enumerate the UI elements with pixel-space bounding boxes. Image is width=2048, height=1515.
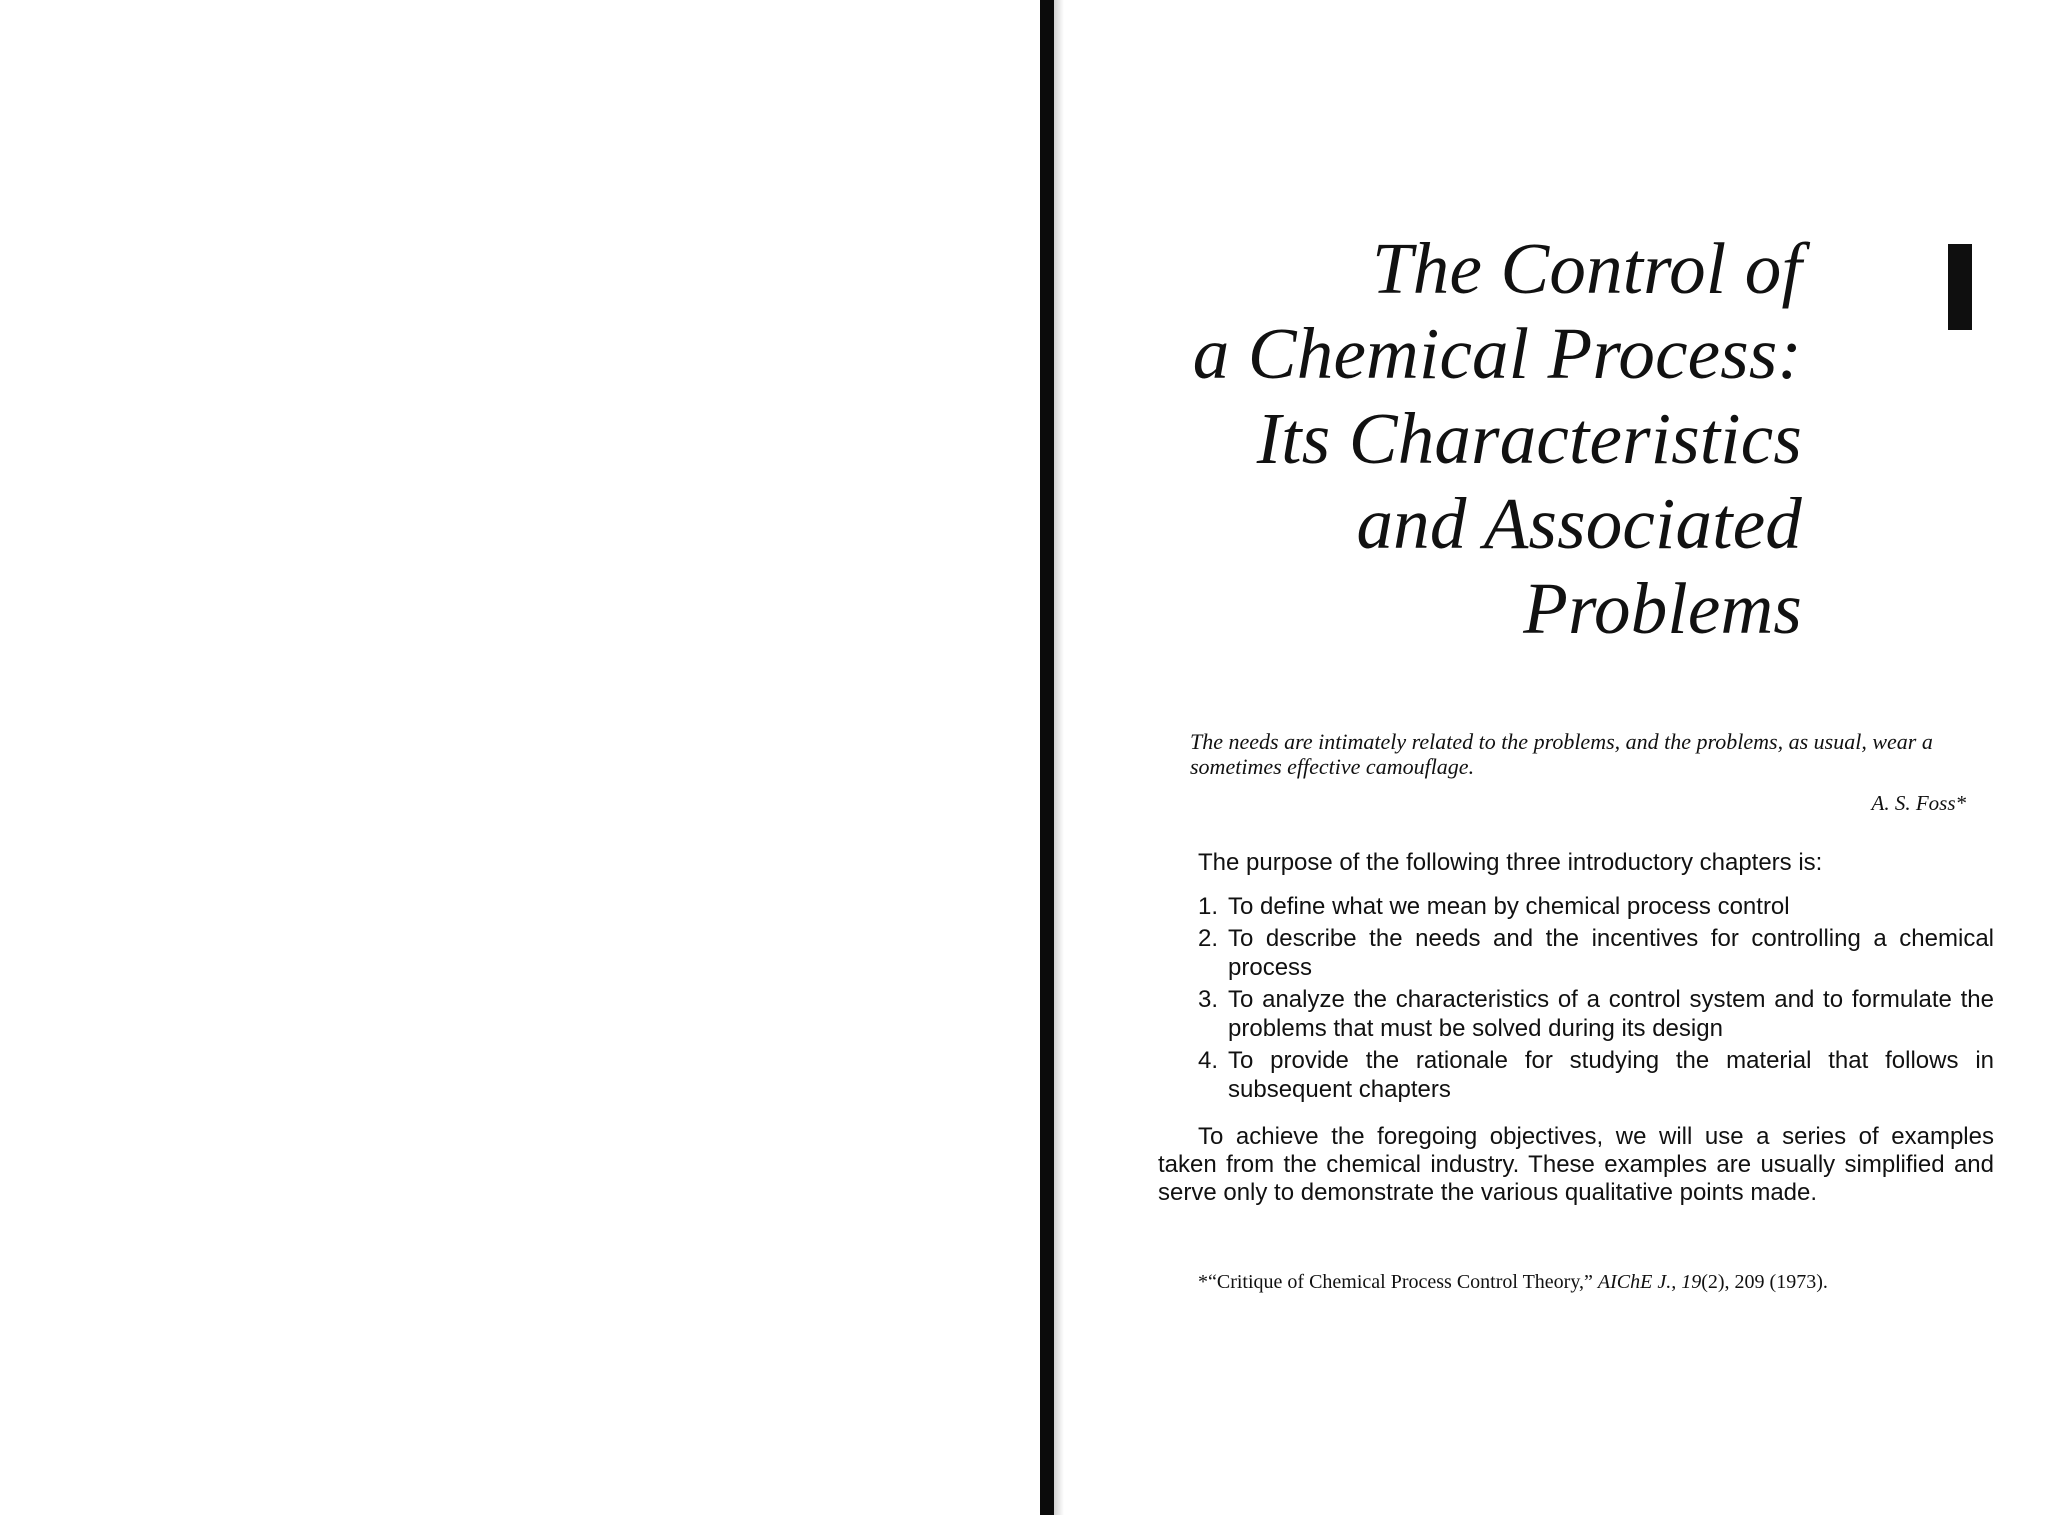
objective-item-2 — [1198, 924, 1994, 982]
title-line-5: Problems — [1523, 568, 1802, 649]
intro-text: The purpose of the following three introductory chapters is: — [1198, 849, 1823, 876]
title-line-2: a Chemical Process: — [1192, 313, 1802, 394]
objective-text: To provide the rationale for studying the material that follows in subsequent chapters — [1228, 1047, 1994, 1103]
objective-number: 1. — [1198, 893, 1219, 920]
book-gutter — [1040, 0, 1054, 1515]
chapter-marker — [1948, 244, 1972, 330]
footnote-issue-pages-year: (2), 209 (1973). — [1701, 1271, 1828, 1293]
epigraph — [1190, 729, 1966, 815]
objective-item-1 — [1198, 892, 1994, 921]
objective-text: To define what we mean by chemical process control — [1228, 893, 1790, 920]
gutter-shadow — [1054, 0, 1064, 1515]
objective-text: To describe the needs and the incentives for controlling a chemical process — [1228, 925, 1994, 981]
title-line-4: and Associated — [1356, 483, 1802, 564]
epigraph-quote: The needs are intimately related to the problems, and the problems, as usual, wear a sometimes effective camouflage. — [1190, 729, 1933, 779]
objective-item-4 — [1198, 1046, 1994, 1104]
objective-number: 3. — [1198, 986, 1219, 1013]
footnote-volume: 19 — [1681, 1271, 1702, 1293]
title-line-1: The Control of — [1371, 228, 1802, 309]
body-paragraph: To achieve the foregoing objectives, we will use a series of examples taken from the chemical industry. These examples are usually simplified and serve only to demonstrate the various qualitative points made. — [1158, 1123, 1994, 1206]
footnote-journal: AIChE J., — [1597, 1271, 1677, 1293]
objective-item-3 — [1198, 985, 1994, 1043]
objectives-list — [1198, 892, 1994, 1107]
objective-number: 2. — [1198, 925, 1219, 952]
title-line-3: Its Characteristics — [1256, 398, 1802, 479]
epigraph-author: A. S. Foss* — [1871, 791, 1966, 815]
objective-text: To analyze the characteristics of a control system and to formulate the problems that must be solved during its design — [1228, 986, 1994, 1042]
objective-number: 4. — [1198, 1047, 1219, 1074]
chapter-title — [1140, 226, 1802, 651]
footnote — [1198, 1270, 1978, 1294]
footnote-prefix: *“Critique of Chemical Process Control Theory,” — [1198, 1271, 1598, 1293]
